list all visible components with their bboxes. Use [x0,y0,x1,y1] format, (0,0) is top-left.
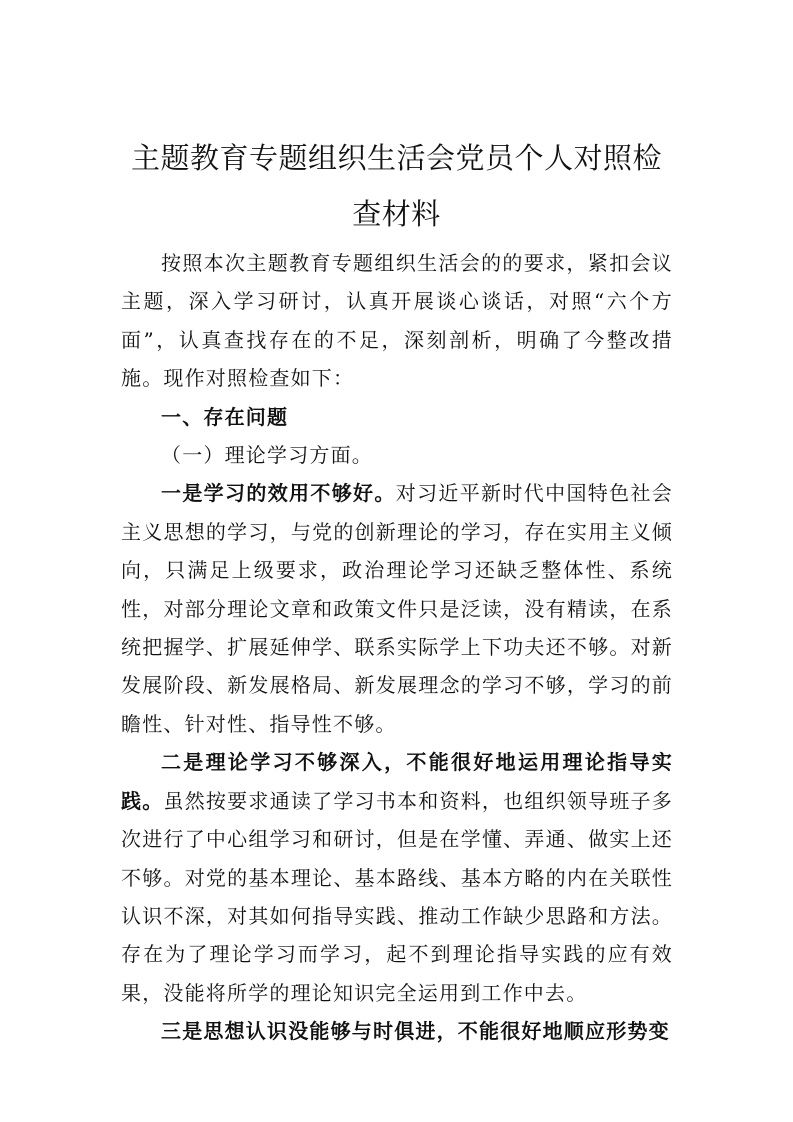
subsection-heading-theory-study: （一）理论学习方面。 [161,443,373,468]
section-heading-problems: 一、存在问题 [161,404,289,429]
point-2-lead: 二是理论学习不够深入，不能很好地运用理论指导实践。 [121,750,673,813]
point-1-text: 对习近平新时代中国特色社会主义思想的学习，与党的创新理论的学习，存在实用主义倾向，只满足上级要求，政治理论学习还缺乏整体性、系统性，对部分理论文章和政策文件只是泛读，没有精读，在系统把握学、扩展延伸学、联系实际学上下功夫还不够。对新发展阶段、新发展格局、新发展理念的学习不够，学习的前瞻性、针对性、指导性不够。 [121,481,673,736]
point-2-paragraph [121,743,673,1012]
document-title-line-2: 查材料 [352,197,441,231]
point-2-text: 虽然按要求通读了学习书本和资料，也组织领导班子多次进行了中心组学习和研讨，但是在学懂、弄通、做实上还不够。对党的基本理论、基本路线、基本方略的内在关联性认识不深，对其如何指导实践、推动工作缺少思路和方法。存在为了理论学习而学习，起不到理论指导实践的应有效果，没能将所学的理论知识完全运用到工作中去。 [121,788,673,1005]
document-body [121,244,673,1051]
point-3-lead: 三是思想认识没能够与时俱进，不能很好地顺应形势变 [161,1019,670,1044]
intro-paragraph: 按照本次主题教育专题组织生活会的的要求，紧扣会议主题，深入学习研讨，认真开展谈心谈话，对照“六个方面”，认真查找存在的不足，深刻剖析，明确了今整改措施。现作对照检查如下： [121,251,673,391]
document-title-line-1: 主题教育专题组织生活会党员个人对照检 [130,141,662,175]
point-1-lead: 一是学习的效用不够好。 [161,481,396,506]
point-1-paragraph [121,474,673,743]
point-3-paragraph [121,1012,673,1050]
